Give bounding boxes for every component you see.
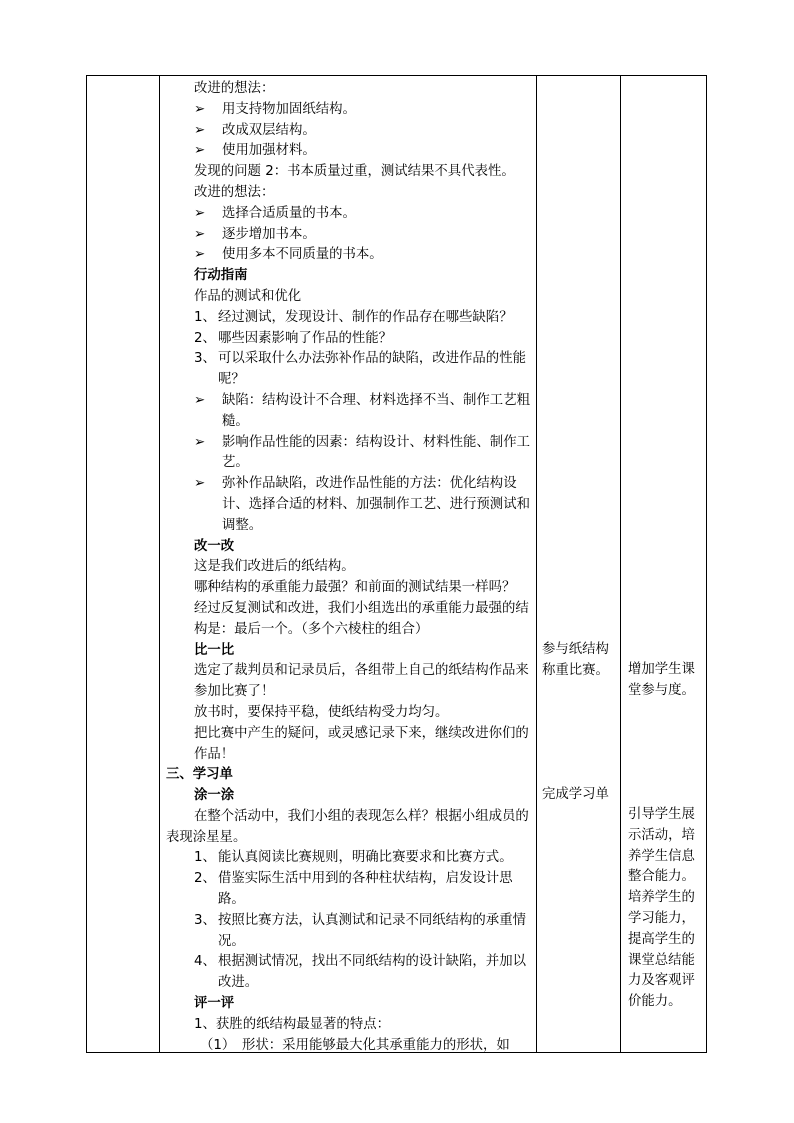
answer-item: ➢ 缺陷：结构设计不合理、材料选择不当、制作工艺粗糙。	[194, 392, 530, 429]
column-divider-1	[159, 75, 160, 1053]
bullet-arrow-icon: ➢	[194, 434, 206, 450]
color-heading: 涂一涂	[194, 788, 235, 804]
color-intro: 在整个活动中，我们小组的表现怎么样？根据小组成员的表现涂星星。	[166, 808, 529, 845]
question-item: 3、 可以采取什么办法弥补作品的缺陷，改进作品的性能呢？	[194, 351, 526, 388]
design-intent-2: 引导学生展示活动，培养学生信息整合能力。培养学生的学习能力，提高学生的课堂总结能力及客观评价能力。	[628, 807, 695, 1010]
teaching-process-column	[166, 79, 534, 1056]
criteria-item: 1、 能认真阅读比赛规则，明确比赛要求和比赛方式。	[194, 850, 513, 866]
bullet-arrow-icon: ➢	[194, 205, 206, 221]
student-activity-1: 参与纸结构称重比赛。	[542, 642, 609, 678]
criteria-item: 3、 按照比赛方法，认真测试和记录不同纸结构的承重情况。	[194, 912, 526, 949]
action-guide-heading: 行动指南	[194, 268, 248, 284]
change-line: 哪种结构的承重能力最强？和前面的测试结果一样吗？	[194, 580, 516, 596]
compare-line: 把比赛中产生的疑问，或灵感记录下来，继续改进你们的作品！	[194, 725, 529, 762]
change-line: 这是我们改进后的纸结构。	[194, 559, 355, 575]
test-optimize-title: 作品的测试和优化	[194, 288, 302, 304]
question-item: 2、 哪些因素影响了作品的性能？	[194, 330, 393, 346]
student-activity-2: 完成学习单	[542, 787, 609, 802]
bullet-arrow-icon: ➢	[194, 143, 206, 159]
bullet-item: ➢ 改成双层结构。	[166, 121, 534, 142]
bullet-item: ➢ 用支持物加固纸结构。	[166, 100, 534, 121]
compare-heading: 比一比	[194, 642, 235, 658]
improve-ideas-label: 改进的想法：	[194, 184, 275, 200]
bullet-arrow-icon: ➢	[194, 226, 206, 242]
evaluate-subitem: （1） 形状：采用能够最大化其承重能力的形状，如	[200, 1037, 510, 1053]
change-line: 经过反复测试和改进，我们小组选出的承重能力最强的结构是：最后一个。（多个六棱柱的组合）	[194, 600, 529, 637]
bullet-arrow-icon: ➢	[194, 247, 206, 263]
criteria-item: 2、 借鉴实际生活中用到的各种柱状结构，启发设计思路。	[194, 871, 513, 908]
bullet-item: ➢ 使用多本不同质量的书本。	[166, 245, 534, 266]
bullet-item: ➢ 选择合适质量的书本。	[166, 204, 534, 225]
change-heading: 改一改	[194, 538, 235, 554]
section3-heading: 三、学习单	[166, 767, 233, 783]
problem-2: 发现的问题 2：书本质量过重，测试结果不具代表性。	[194, 164, 515, 180]
criteria-item: 4、 根据测试情况，找出不同纸结构的设计缺陷，并加以改进。	[194, 954, 526, 991]
evaluate-item: 1、获胜的纸结构最显著的特点：	[194, 1016, 390, 1032]
bullet-arrow-icon: ➢	[194, 392, 206, 408]
answer-item: ➢ 影响作品性能的因素：结构设计、材料性能、制作工艺。	[194, 434, 530, 471]
bullet-arrow-icon: ➢	[194, 101, 206, 117]
improve-ideas-label: 改进的想法：	[194, 81, 275, 96]
answer-item: ➢ 弥补作品缺陷，改进作品性能的方法：优化结构设计、选择合适的材料、加强制作工艺、进行预测试和调整。	[194, 476, 530, 533]
compare-line: 放书时，要保持平稳，使纸结构受力均匀。	[194, 704, 449, 720]
bullet-item: ➢ 逐步增加书本。	[166, 225, 534, 246]
column-divider-3	[620, 75, 621, 1053]
column-divider-2	[536, 75, 537, 1053]
question-item: 1、 经过测试，发现设计、制作的作品存在哪些缺陷？	[194, 309, 513, 325]
compare-line: 选定了裁判员和记录员后，各组带上自己的纸结构作品来参加比赛了！	[194, 663, 529, 700]
design-intent-1: 增加学生课堂参与度。	[628, 662, 695, 698]
bullet-item: ➢ 使用加强材料。	[166, 141, 534, 162]
bullet-arrow-icon: ➢	[194, 122, 206, 138]
bullet-arrow-icon: ➢	[194, 476, 206, 492]
evaluate-heading: 评一评	[194, 996, 235, 1012]
